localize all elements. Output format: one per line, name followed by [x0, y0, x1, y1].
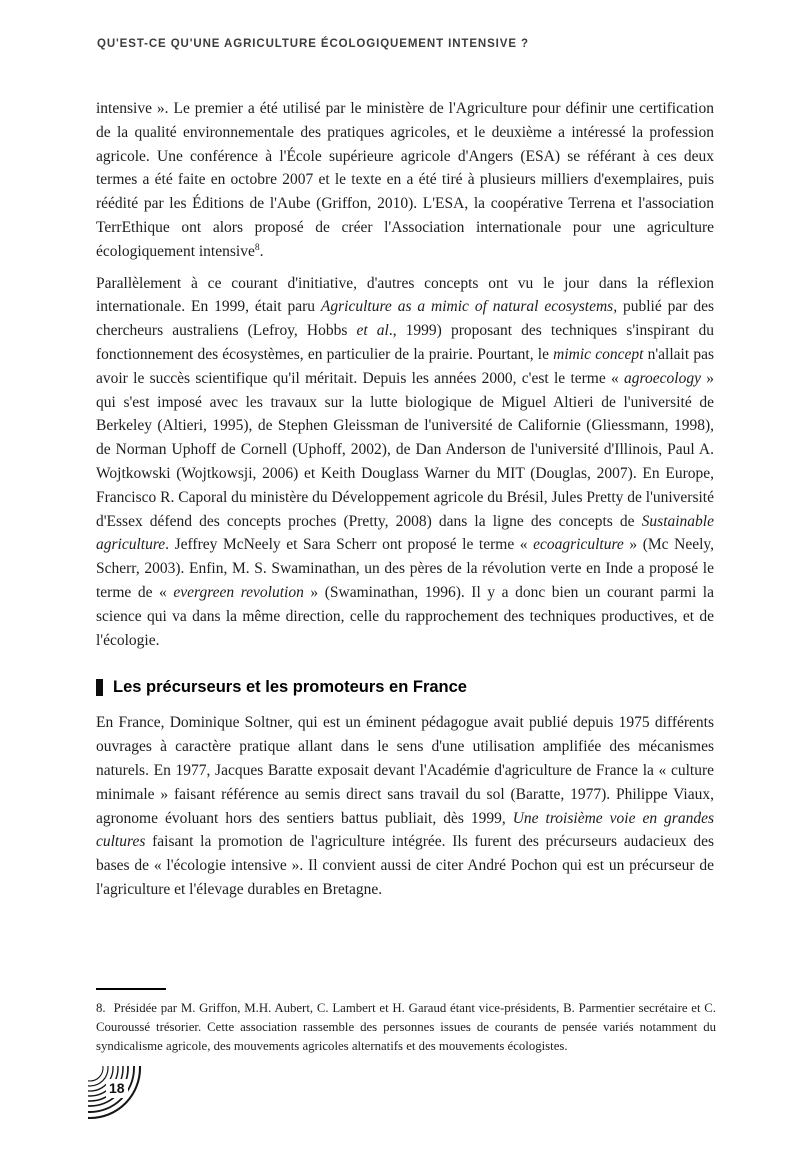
running-head: QU'EST-CE QU'UNE AGRICULTURE ÉCOLOGIQUEMENT INTENSIVE ?	[97, 38, 529, 50]
paragraph-1: intensive ». Le premier a été utilisé par le ministère de l'Agriculture pour définir une certification de la qualité environnementale des pratiques agricoles, et le deuxième a intéressé la profession agricole. Une conférence à l'École supérieure agricole d'Angers (ESA) se référant à ces deux termes a été faite en octobre 2007 et le texte en a été tiré à plusieurs milliers d'exemplaires, puis réédité par les Éditions de l'Aube (Griffon, 2010). L'ESA, la coopérative Terrena et l'association TerrEthique ont alors proposé de créer l'Association internationale pour une agriculture écologiquement intensive$^8$.	[96, 100, 714, 260]
page-content	[96, 97, 714, 910]
page-footer	[88, 1066, 154, 1132]
footnote-marker: 8.	[96, 1001, 106, 1015]
heading-marker-icon	[96, 679, 103, 696]
section-heading	[96, 678, 714, 697]
footnote-block	[96, 988, 716, 1056]
paragraph-3: En France, Dominique Soltner, qui est un éminent pédagogue avait publié depuis 1975 différents ouvrages à caractère pratique allant dans le sens d'une utilisation amplifiée des mécanismes naturels. En 1977, Jacques Baratte exposait devant l'Académie d'agriculture de France la « culture minimale » faisant référence au semis direct sans travail du sol (Baratte, 1977). Philippe Viaux, agronome évoluant hors des sentiers battus publiait, dès 1999, Une troisième voie en grandes cultures faisant la promotion de l'agriculture intégrée. Ils furent des précurseurs audacieux des bases de « l'écologie intensive ». Il convient aussi de citer André Pochon qui est un précurseur de l'agriculture et l'élevage durables en Bretagne.	[96, 714, 715, 898]
paragraph-2: Parallèlement à ce courant d'initiative, d'autres concepts ont vu le jour dans la réflexion internationale. En 1999, était paru Agriculture as a mimic of natural ecosystems, publié par des chercheurs australiens (Lefroy, Hobbs et al., 1999) proposant des techniques s'inspirant du fonctionnement des écosystèmes, en particulier de la prairie. Pourtant, le mimic concept n'allait pas avoir le succès scientifique qu'il méritait. Depuis les années 2000, c'est le terme « agroecology » qui s'est imposé avec les travaux sur la lutte biologique de Miguel Altieri de l'université de Berkeley (Altieri, 1995), de Stephen Gleissman de l'université de Californie (Gliessmann, 1998), de Norman Uphoff de Cornell (Uphoff, 2002), de Dan Anderson de l'université d'Illinois, Paul A. Wojtkowski (Wojtkowsji, 2006) et Keith Douglass Warner du MIT (Douglas, 2007). En Europe, Francisco R. Caporal du ministère du Développement agricole du Brésil, Jules Pretty de l'université d'Essex défend des concepts proches (Pretty, 2008) dans la ligne des concepts de Sustainable agriculture. Jeffrey McNeely et Sara Scherr ont proposé le terme « ecoagriculture » (Mc Neely, Scherr, 2003). Enfin, M. S. Swaminathan, un des pères de la révolution verte en Inde a proposé le terme de « evergreen revolution » (Swaminathan, 1996). Il y a donc bien un courant parmi la science qui va dans la même direction, celle du rapprochement des techniques productives, et de l'écologie.	[96, 274, 715, 649]
section-heading-text: Les précurseurs et les promoteurs en France	[113, 678, 467, 697]
publisher-swirl-icon	[88, 1066, 154, 1132]
footnote-rule	[96, 988, 166, 990]
footnote-text: Présidée par M. Griffon, M.H. Aubert, C. Lambert et H. Garaud étant vice-présidents, B. Parmentier secrétaire et C. Couroussé trésorier. Cette association rassemble des personnes issues de courants de pensée variés notamment du syndicalisme agricole, des mouvements agricoles alternatifs et des mouvements écologistes.	[96, 1001, 716, 1053]
page-number: 18	[106, 1079, 128, 1098]
footnote	[96, 999, 716, 1056]
